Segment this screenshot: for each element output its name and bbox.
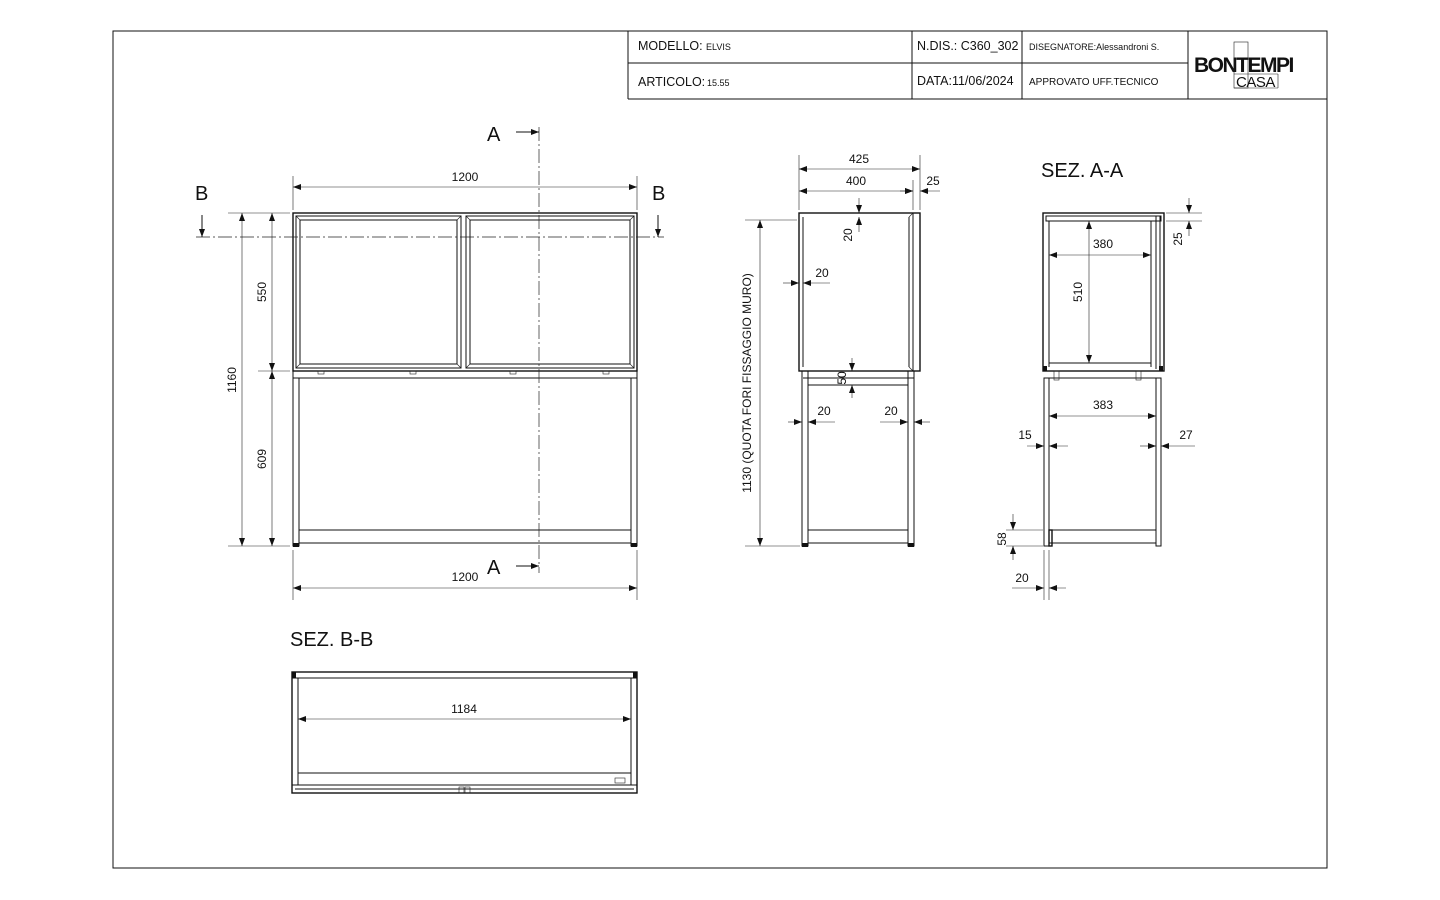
dim-aa-27: 27 [1179,428,1193,442]
svg-text:CASA: CASA [1236,74,1275,91]
articolo-label: ARTICOLO: [638,75,706,89]
dim-side-425: 425 [848,152,870,166]
dim-aa-15: 15 [1018,428,1032,442]
designer: DISEGNATORE:Alessandroni S. [1029,42,1160,52]
modello-value: ELVIS [706,42,731,52]
section-mark-a-top: A [487,124,501,146]
dim-aa-58: 58 [995,532,1009,546]
dim-side-50: 50 [835,371,849,385]
front-view [195,124,665,600]
dim-side-25: 25 [926,174,940,188]
dim-wall-holes: 1130 (QUOTA FORI FISSAGGIO MURO) [740,273,754,493]
dim-bb-1184: 1184 [451,702,477,716]
dim-side-400: 400 [845,174,867,188]
section-bb [290,629,637,793]
section-mark-a-bottom: A [487,557,501,579]
svg-text:BONTEMPI: BONTEMPI [1194,54,1293,77]
dim-front-lower-height: 609 [255,448,269,470]
approval: APPROVATO UFF.TECNICO [1029,77,1159,88]
side-view [740,152,940,547]
dim-side-20-leg-right: 20 [884,404,898,418]
dim-front-upper-height: 550 [255,281,269,303]
dim-front-total-height: 1160 [225,367,239,393]
drawing-date: DATA:11/06/2024 [917,74,1014,88]
dim-front-bottom-width: 1200 [451,570,479,584]
drawing-number: N.DIS.: C360_302 [917,39,1019,53]
dim-side-20-leg-left: 20 [817,404,831,418]
bontempi-logo [1194,42,1294,91]
dim-aa-510: 510 [1071,281,1085,303]
dim-aa-25: 25 [1171,232,1185,246]
section-aa-title: SEZ. A-A [1041,160,1124,182]
dim-side-20-left: 20 [815,266,829,280]
dim-aa-383: 383 [1092,398,1114,412]
sheet-border [113,31,1327,868]
dim-side-20-top: 20 [841,228,855,242]
dim-front-top-width: 1200 [451,170,479,184]
dim-aa-380: 380 [1092,237,1114,251]
title-block [628,31,1327,99]
articolo-value: 15.55 [707,78,730,88]
section-mark-b-right: B [652,183,666,205]
section-mark-b-left: B [195,183,209,205]
section-aa [995,160,1202,600]
dim-aa-20: 20 [1015,571,1029,585]
modello-label: MODELLO: [638,39,703,53]
section-bb-title: SEZ. B-B [290,629,374,651]
